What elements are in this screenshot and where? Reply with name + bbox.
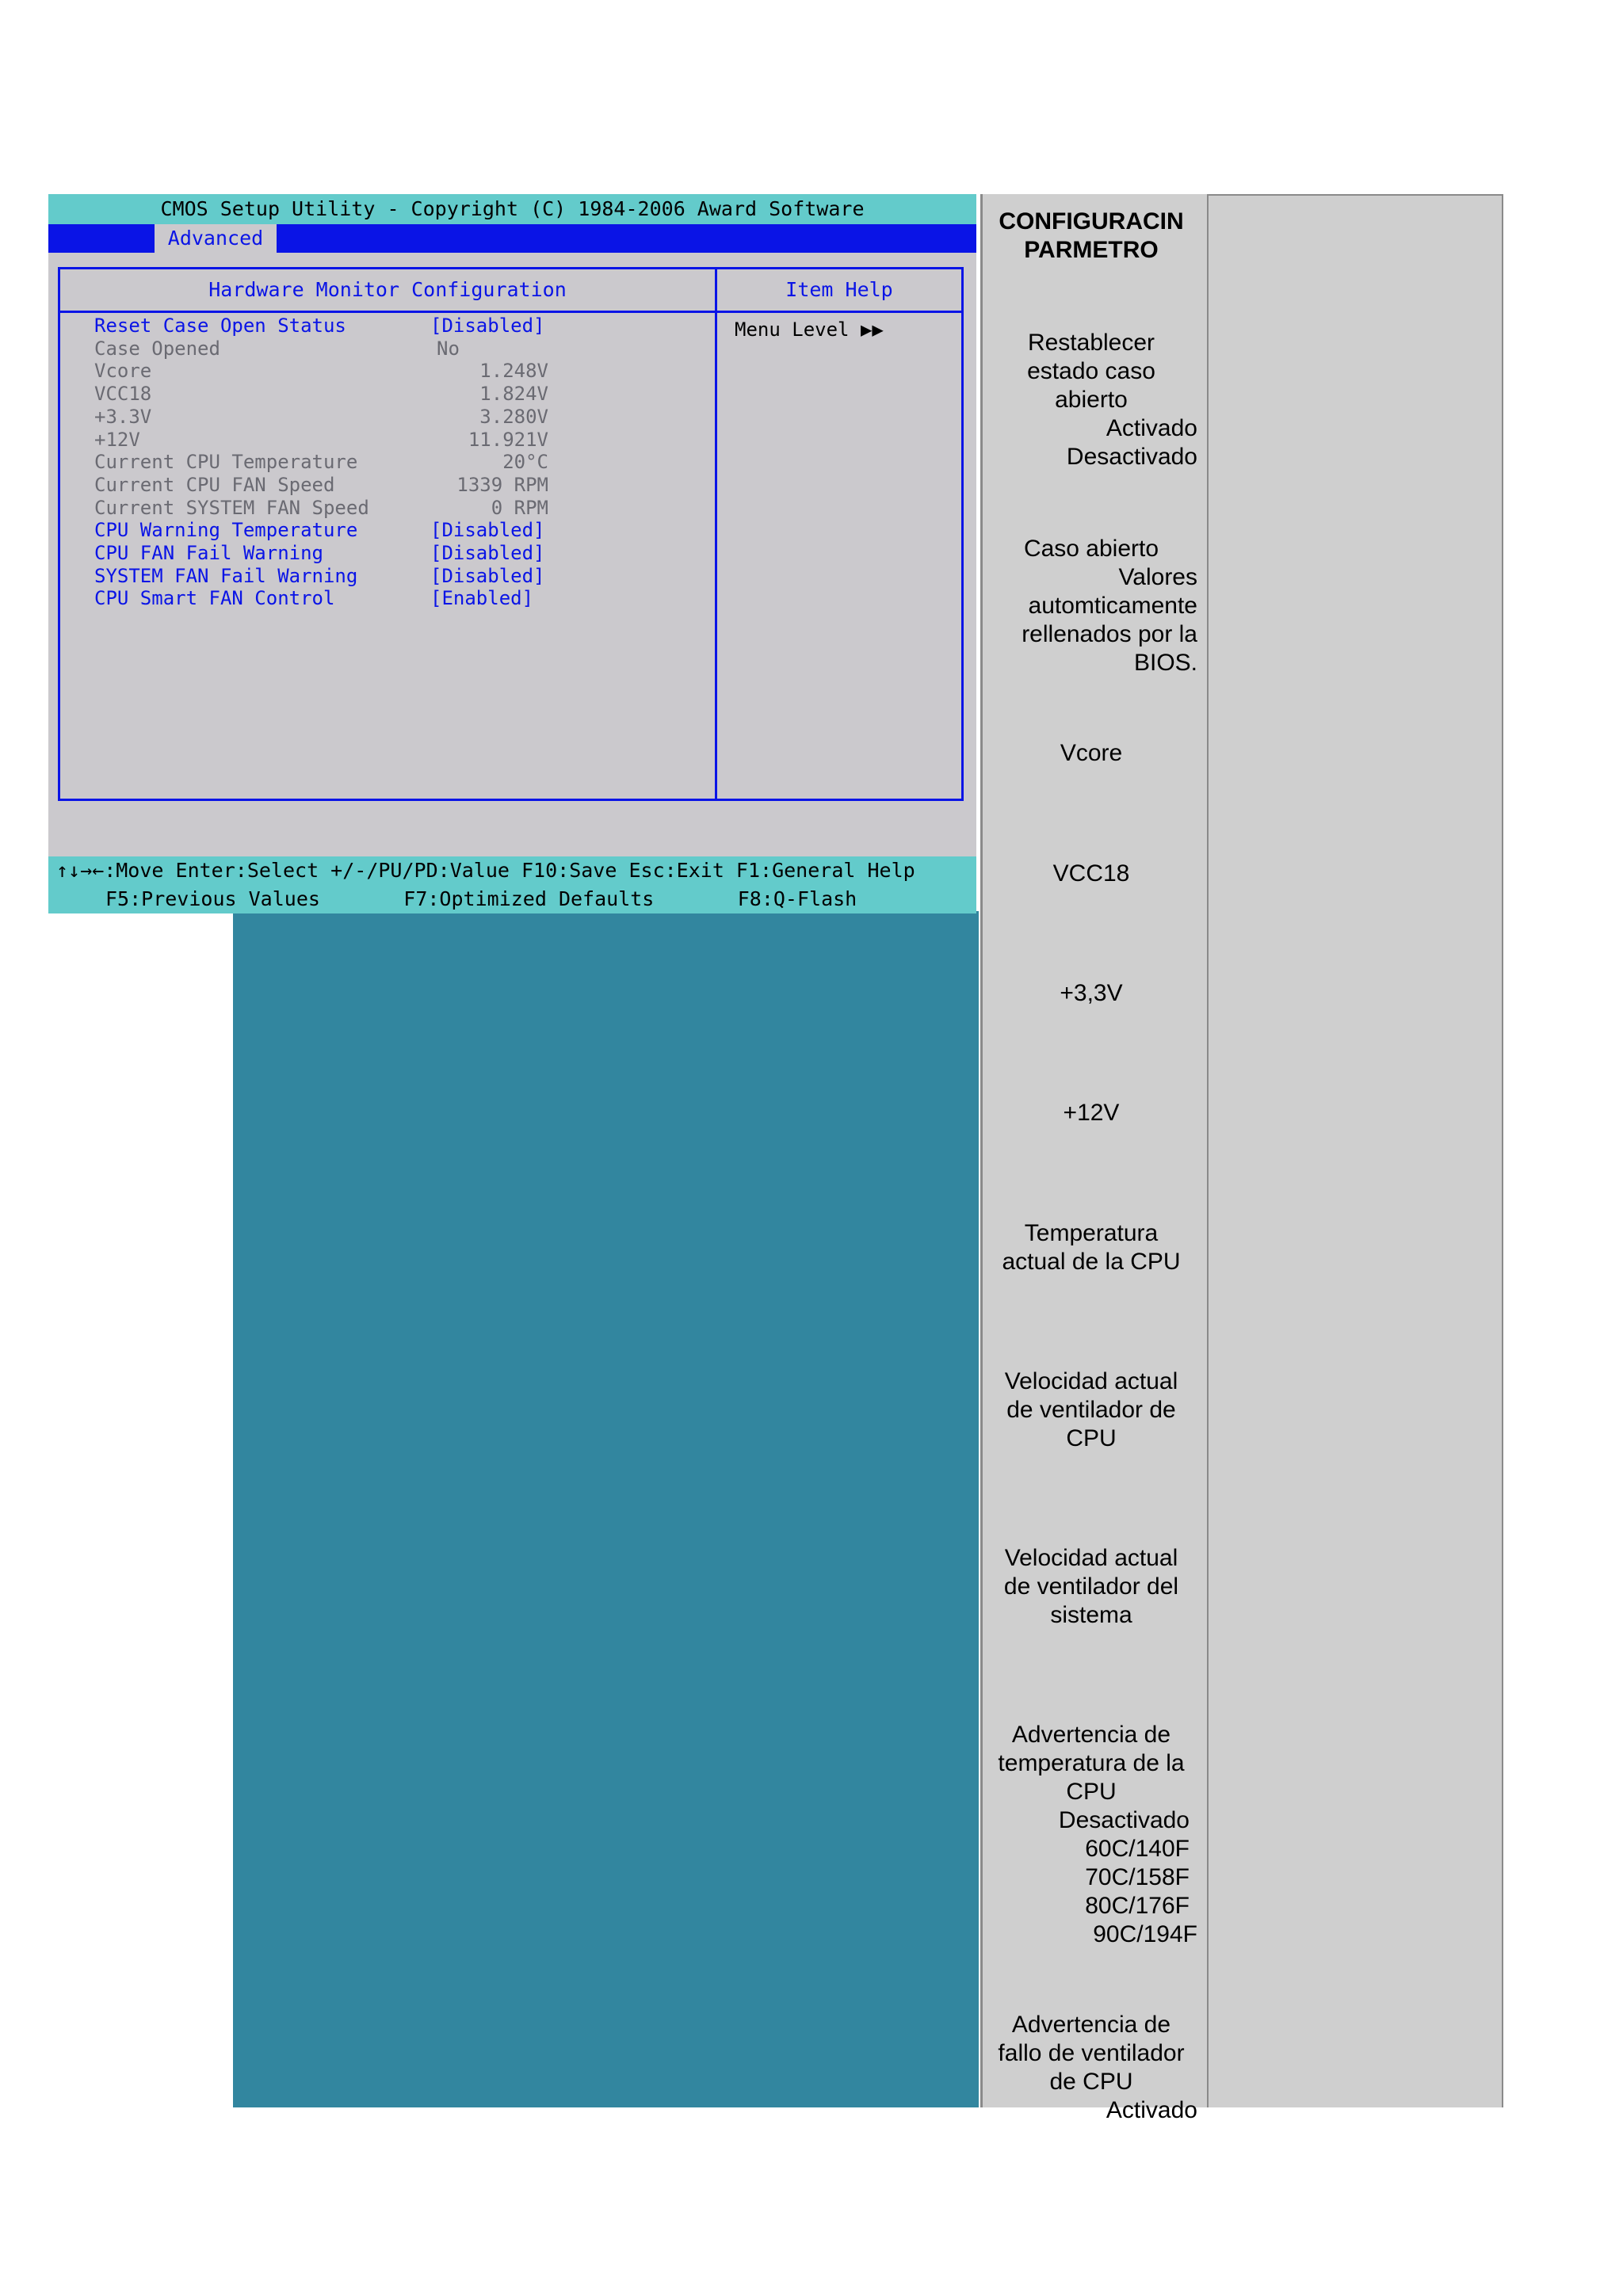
cell-line: Velocidad actual (1004, 1368, 1178, 1394)
help-text (735, 318, 884, 341)
table-row-3v3 (985, 979, 1197, 1008)
value-case-opened: No (437, 337, 460, 360)
cell-option: rellenados por la (1022, 621, 1197, 647)
value-reset-case-open-status[interactable]: [Disabled] (430, 315, 545, 337)
cell-line: de ventilador del (1003, 1573, 1179, 1600)
table-row-vcc18 (985, 860, 1197, 888)
bios-window (48, 194, 976, 913)
item-system-fan-speed: Current SYSTEM FAN Speed (94, 496, 369, 519)
teal-background (233, 911, 979, 2107)
value-cpu-warning-temperature[interactable]: [Disabled] (430, 519, 545, 542)
value-vcc18: 1.824V (479, 383, 548, 406)
menu-level-arrows-icon: ▶▶ (860, 318, 884, 341)
cell-option: 70C/158F (1085, 1864, 1190, 1890)
cell-line: Temperatura (1024, 1220, 1159, 1246)
cell-line: Advertencia de (1011, 2012, 1171, 2038)
footer-keys-line2: F5:Previous Values F7:Optimized Defaults F8:Q-Flash (105, 887, 857, 910)
menu-level-label: Menu Level (735, 318, 850, 341)
value-3v3: 3.280V (479, 405, 548, 428)
table-row-cpu-warning-temperature (985, 1721, 1197, 1949)
item-cpu-fan-fail-warning[interactable]: CPU FAN Fail Warning (94, 542, 323, 564)
tab-advanced[interactable]: Advanced (155, 224, 277, 253)
value-system-fan-fail-warning[interactable]: [Disabled] (430, 564, 545, 587)
item-3v3: +3.3V (94, 405, 152, 428)
table-border (1207, 194, 1503, 196)
cell-option: Valores (1118, 564, 1197, 590)
cell-line: CPU (1066, 1779, 1117, 1805)
cell-option: 60C/140F (1085, 1836, 1190, 1862)
item-vcc18: VCC18 (94, 383, 152, 406)
bios-tab-bar (48, 224, 976, 253)
item-cpu-smart-fan-control[interactable]: CPU Smart FAN Control (94, 587, 335, 610)
cell-line: +3,3V (1060, 980, 1123, 1006)
value-vcore: 1.248V (479, 360, 548, 383)
cell-option: Activado (1106, 415, 1197, 441)
header-parametro: PARMETRO (1024, 237, 1159, 263)
cell-line: Advertencia de (1011, 1722, 1171, 1748)
cell-line: temperatura de la (998, 1750, 1185, 1776)
table-row-cpu-fan-speed (985, 1367, 1197, 1453)
cell-line: de CPU (1049, 2069, 1133, 2095)
item-vcore: Vcore (94, 360, 152, 383)
item-help-title: Item Help (785, 278, 893, 301)
cell-option: automticamente (1028, 593, 1197, 619)
value-cpu-fan-fail-warning[interactable]: [Disabled] (430, 542, 545, 564)
cell-option: 80C/176F (1085, 1893, 1190, 1919)
cell-line: Velocidad actual (1004, 1545, 1178, 1571)
cell-line: actual de la CPU (1002, 1249, 1181, 1275)
item-cpu-temperature: Current CPU Temperature (94, 451, 358, 474)
table-border (980, 194, 983, 2107)
table-row-vcore (985, 739, 1197, 768)
cell-line: Caso abierto (1023, 536, 1159, 562)
cell-line: sistema (1050, 1602, 1132, 1628)
value-12v: 11.921V (468, 428, 548, 451)
footer-keys-line1: ↑↓→←:Move Enter:Select +/-/PU/PD:Value F10:Save Esc:Exit F1:General Help (56, 859, 915, 882)
cell-option: Desactivado (1058, 1807, 1190, 1833)
cell-option: Desactivado (1066, 444, 1197, 470)
value-cpu-temperature: 20°C (502, 451, 548, 474)
item-12v: +12V (94, 428, 140, 451)
section-title: Hardware Monitor Configuration (208, 278, 567, 301)
header-configuracion: CONFIGURACIN (999, 208, 1184, 235)
cell-option: 90C/194F (1093, 1921, 1197, 1947)
cell-option: Activado (1106, 2097, 1197, 2123)
table-row-12v (985, 1099, 1197, 1127)
cell-line: estado caso (1027, 358, 1155, 384)
table-row-cpu-temperature (985, 1219, 1197, 1276)
item-cpu-fan-speed: Current CPU FAN Speed (94, 473, 335, 496)
table-row-case-opened (985, 535, 1197, 677)
bios-footer (48, 856, 976, 913)
table-row-system-fan-speed (985, 1544, 1197, 1630)
cell-line: fallo de ventilador (998, 2040, 1185, 2066)
value-cpu-fan-speed: 1339 RPM (456, 473, 548, 496)
divider (717, 311, 961, 313)
item-system-fan-fail-warning[interactable]: SYSTEM FAN Fail Warning (94, 564, 358, 587)
table-border (1502, 194, 1503, 2107)
cell-line: VCC18 (1052, 860, 1130, 887)
cell-line: +12V (1063, 1100, 1120, 1126)
value-system-fan-speed: 0 RPM (491, 496, 548, 519)
cell-option: BIOS. (1133, 650, 1197, 676)
item-help-panel (715, 267, 964, 801)
table-row-cpu-fan-fail-warning (985, 2011, 1197, 2125)
cell-line: Restablecer (1027, 330, 1155, 356)
item-cpu-warning-temperature[interactable]: CPU Warning Temperature (94, 519, 358, 542)
cell-line: Vcore (1060, 740, 1123, 766)
cell-line: CPU (1066, 1425, 1117, 1451)
value-cpu-smart-fan-control[interactable]: [Enabled] (430, 587, 534, 610)
item-case-opened: Case Opened (94, 337, 220, 360)
bios-title-bar: CMOS Setup Utility - Copyright (C) 1984-2006 Award Software (48, 194, 976, 224)
divider (60, 311, 715, 313)
item-reset-case-open-status[interactable]: Reset Case Open Status (94, 315, 346, 337)
table-header (985, 208, 1197, 265)
table-row-reset-case (985, 329, 1197, 471)
cell-line: abierto (1055, 387, 1128, 413)
table-column-divider (1207, 194, 1209, 2107)
cell-line: de ventilador de (1006, 1397, 1176, 1423)
